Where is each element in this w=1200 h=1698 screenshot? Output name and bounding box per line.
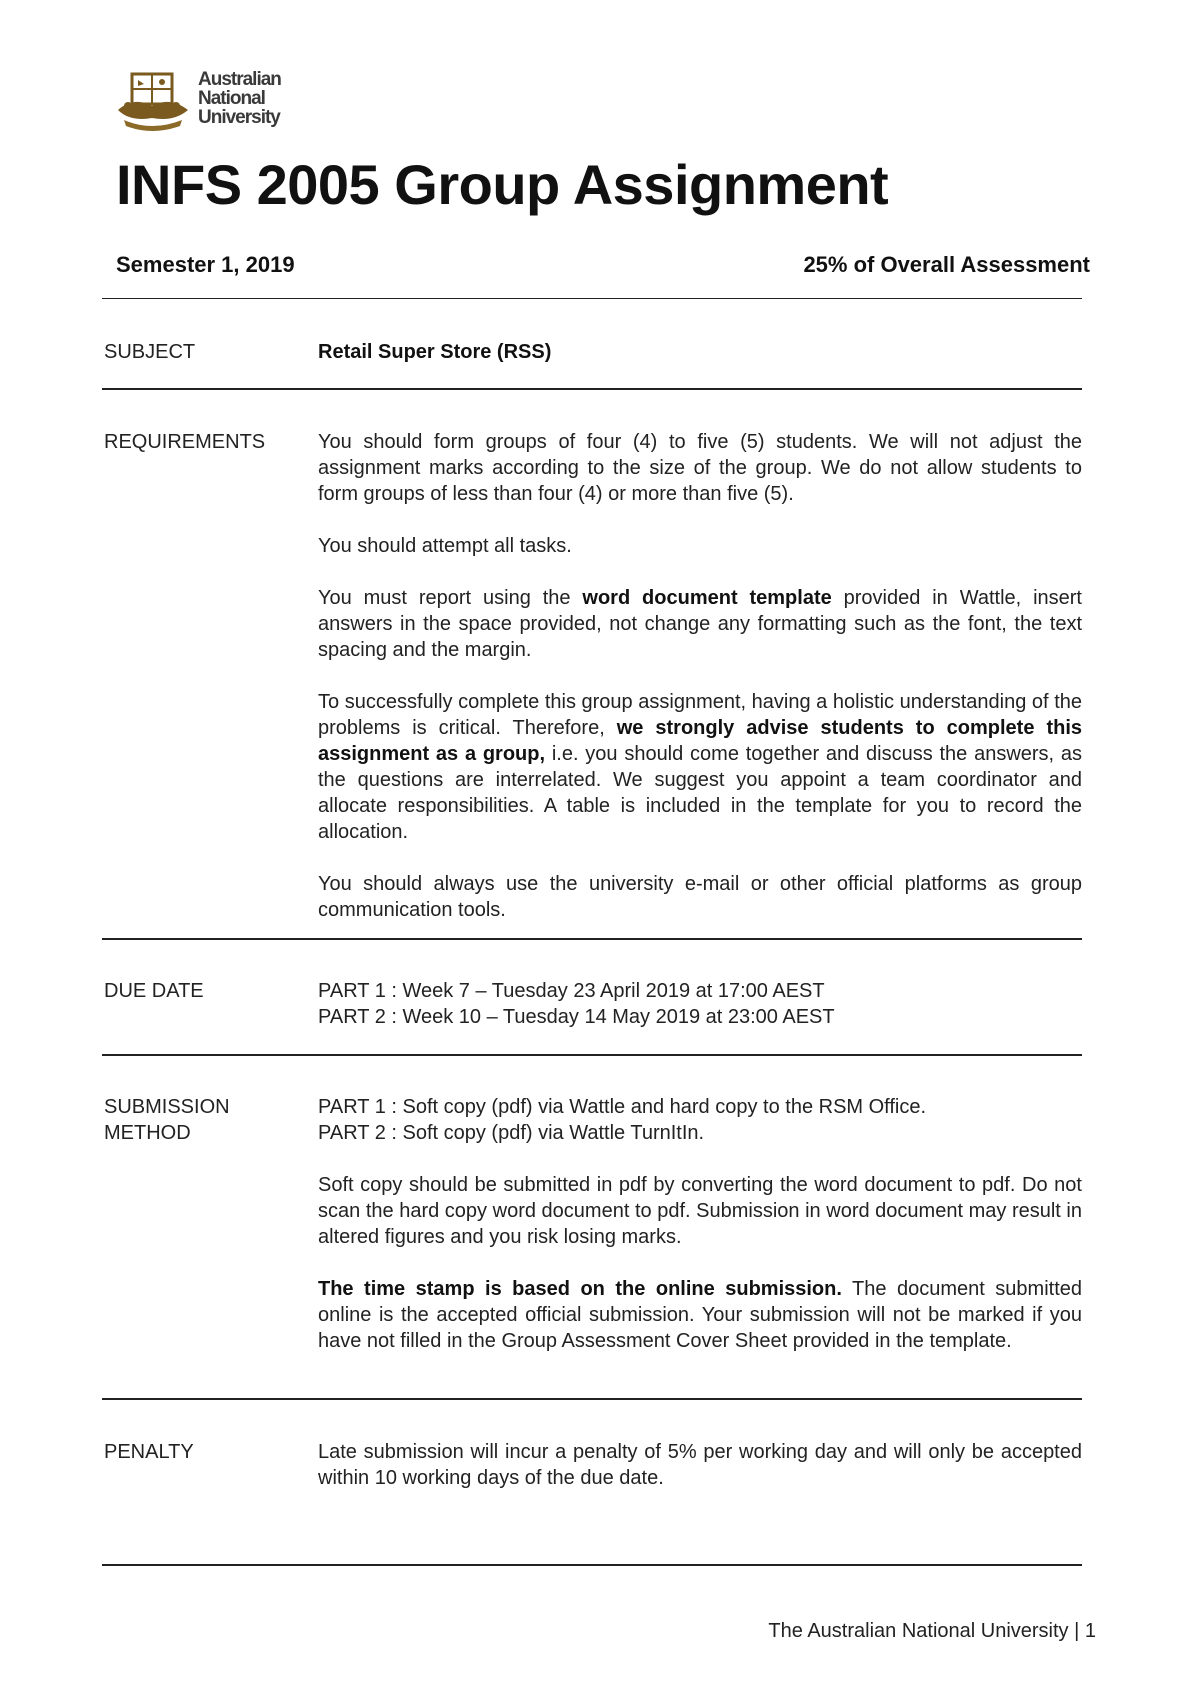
emphasis-text: word document template xyxy=(582,587,832,609)
text-run: provided in Wattle, insert answers in the space provided, not change any formatting such as the font, the text spacing and the margin. xyxy=(318,587,1082,661)
divider xyxy=(102,1054,1082,1056)
assessment-weight: 25% of Overall Assessment xyxy=(803,252,1090,277)
text-run: You must report using the xyxy=(318,587,583,609)
due-date-part1: PART 1 : Week 7 – Tuesday 23 April 2019 at 17:00 AEST xyxy=(318,980,825,1002)
logo-line: National xyxy=(198,88,265,109)
subject-label: SUBJECT xyxy=(104,341,196,363)
submission-label-line: SUBMISSION xyxy=(104,1096,230,1118)
due-date-part2: PART 2 : Week 10 – Tuesday 14 May 2019 at 23:00 AEST xyxy=(318,1006,835,1028)
emphasis-text: The time stamp is based on the online submission. xyxy=(318,1278,842,1300)
penalty-text: Late submission will incur a penalty of 5% per working day and will only be accepted within 10 working days of the due date. xyxy=(318,1441,1082,1489)
text-run: To successfully complete this group assignment, having a holistic understanding of the problems is critical. Therefore, xyxy=(318,691,1082,739)
submission-section xyxy=(318,1094,1082,1354)
divider xyxy=(102,938,1082,940)
submission-label xyxy=(104,1094,230,1146)
divider xyxy=(102,1398,1082,1400)
divider xyxy=(102,298,1082,299)
page-footer: The Australian National University | 1 xyxy=(768,1620,1096,1642)
submission-part2: PART 2 : Soft copy (pdf) via Wattle TurnItIn. xyxy=(318,1122,705,1144)
submission-parts xyxy=(318,1094,1082,1146)
subject-section xyxy=(318,339,1082,365)
requirements-section xyxy=(318,429,1082,923)
submission-paragraph: Soft copy should be submitted in pdf by converting the word document to pdf. Do not scan the hard copy word document to pdf. Submission in word document may result in altered figures and you risk losing marks. xyxy=(318,1174,1082,1248)
penalty-label: PENALTY xyxy=(104,1441,194,1463)
submission-paragraph xyxy=(318,1276,1082,1354)
logo-line: University xyxy=(198,107,280,128)
requirements-paragraph: You should form groups of four (4) to five (5) students. We will not adjust the assignment marks according to the size of the group. We do not allow students to form groups of less than four (4) or more than five (5). xyxy=(318,431,1082,505)
text-run: The document submitted online is the accepted official submission. Your submission will not be marked if you have not filled in the Group Assessment Cover Sheet provided in the template. xyxy=(318,1278,1083,1352)
requirements-paragraph xyxy=(318,689,1082,845)
penalty-section xyxy=(318,1439,1082,1491)
due-date-section xyxy=(318,978,1082,1030)
assessment-meta xyxy=(116,252,1090,278)
requirements-label: REQUIREMENTS xyxy=(104,431,266,453)
requirements-paragraph: You should always use the university e-mail or other official platforms as group communication tools. xyxy=(318,873,1082,921)
crest-icon xyxy=(114,70,194,134)
university-logo xyxy=(114,70,294,134)
requirements-paragraph: You should attempt all tasks. xyxy=(318,535,572,557)
subject-value: Retail Super Store (RSS) xyxy=(318,341,552,363)
semester-label: Semester 1, 2019 xyxy=(116,252,295,277)
submission-part1: PART 1 : Soft copy (pdf) via Wattle and hard copy to the RSM Office. xyxy=(318,1096,927,1118)
divider xyxy=(102,1564,1082,1566)
text-run: i.e. you should come together and discuss the answers, as the questions are interrelated. We suggest you appoint a team coordinator and allocate responsibilities. A table is included in the template for you to record the allocation. xyxy=(318,743,1082,843)
due-date-label: DUE DATE xyxy=(104,980,204,1002)
page-title: INFS 2005 Group Assignment xyxy=(116,153,889,216)
submission-label-line: METHOD xyxy=(104,1122,191,1144)
emphasis-text: we strongly advise students to complete this assignment as a group, xyxy=(318,717,1082,765)
logo-wordmark xyxy=(198,70,281,127)
logo-line: Australian xyxy=(198,69,281,90)
requirements-paragraph xyxy=(318,585,1082,663)
divider xyxy=(102,388,1082,390)
